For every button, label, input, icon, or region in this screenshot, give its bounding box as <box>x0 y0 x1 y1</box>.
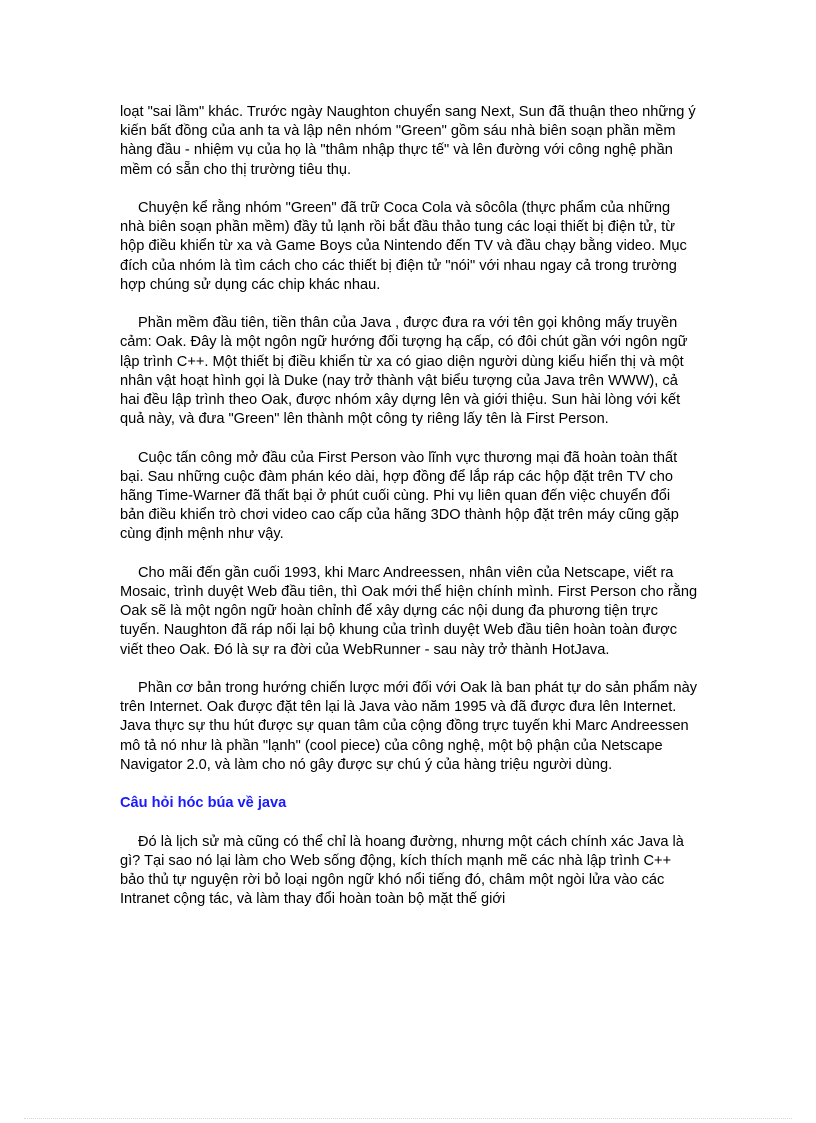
paragraph-3: Phần mềm đầu tiên, tiền thân của Java , được đưa ra với tên gọi không mấy truyền cảm: Oak. Đây là một ngôn ngữ hướng đối tượng hạ cấp, có đôi chút gần với ngôn ngữ lập trình C++. Một thiết bị điều khiển từ xa có giao diện người dùng kiểu hiển thị và một nhân vật hoạt hình gọi là Duke (nay trở thành vật biểu tượng của Java trên WWW), cả hai đều lập trình theo Oak, được nhóm xây dựng lên và giới thiệu. Sun hài lòng với kết quả này, và đưa "Green" lên thành một công ty riêng lấy tên là First Person. <box>120 315 688 428</box>
paragraph-1: loạt "sai lầm" khác. Trước ngày Naughton chuyển sang Next, Sun đã thuận theo những ý kiến bất đồng của anh ta và lập nên nhóm "Green" gồm sáu nhà biên soạn phần mềm hàng đầu - nhiệm vụ của họ là "thâm nhập thực tế" và lên đường với công nghệ phần mềm có sẵn cho thị trường tiêu thụ. <box>120 104 696 178</box>
paragraph-5: Cho mãi đến gần cuối 1993, khi Marc Andreessen, nhân viên của Netscape, viết ra Mosaic, trình duyệt Web đầu tiên, thì Oak mới thể hiện chính mình. First Person cho rằng Oak sẽ là một ngôn ngữ hoàn chỉnh để xây dựng các nội dung đa phương tiện trực tuyến. Naughton đã ráp nối lại bộ khung của trình duyệt Web đầu tiên hoàn toàn được viết theo Oak. Đó là sự ra đời của WebRunner - sau này trở thành HotJava. <box>120 564 698 658</box>
page-bottom-divider <box>24 1118 792 1119</box>
paragraph-4: Cuộc tấn công mở đầu của First Person vào lĩnh vực thương mại đã hoàn toàn thất bại. Sau những cuộc đàm phán kéo dài, hợp đồng để lắp ráp các hộp đặt trên TV cho hãng Time-Warner đã thất bại ở phút cuối cùng. Phi vụ liên quan đến việc chuyển đổi bản điều khiển trò chơi video cao cấp của hãng 3DO thành hộp đặt trên máy cũng gặp cùng định mệnh như vậy. <box>120 449 679 543</box>
paragraph-2: Chuyện kể rằng nhóm "Green" đã trữ Coca Cola và sôcôla (thực phẩm của những nhà biên soạn phần mềm) đầy tủ lạnh rồi bắt đầu thảo tung các loại thiết bị điện tử, từ hộp điều khiển từ xa và Game Boys của Nintendo đến TV và đầu chạy bằng video. Mục đích của nhóm là tìm cách cho các thiết bị điện tử "nói" với nhau ngay cả trong trường hợp chúng sử dụng các chip khác nhau. <box>120 200 687 293</box>
paragraph-6: Phần cơ bản trong hướng chiến lược mới đối với Oak là ban phát tự do sản phẩm này trên Internet. Oak được đặt tên lại là Java vào năm 1995 và đã được đưa lên Internet. Java thực sự thu hút được sự quan tâm của cộng đồng trực tuyến khi Marc Andreessen mô tả nó như là phần "lạnh" (cool piece) của công nghệ, một bộ phận của Netscape Navigator 2.0, và làm cho nó gây được sự chú ý của hàng triệu người dùng. <box>120 680 698 773</box>
document-body <box>120 103 698 929</box>
section-heading: Câu hỏi hóc búa về java <box>120 795 287 812</box>
paragraph-7: Đó là lịch sử mà cũng có thể chỉ là hoang đường, nhưng một cách chính xác Java là gì? Tại sao nó lại làm cho Web sống động, kích thích mạnh mẽ các nhà lập trình C++ bảo thủ tự nguyện rời bỏ loại ngôn ngữ khó nổi tiếng đó, châm một ngòi lửa vào các Intranet cộng tác, và làm thay đổi hoàn toàn bộ mặt thế giới <box>120 833 684 908</box>
